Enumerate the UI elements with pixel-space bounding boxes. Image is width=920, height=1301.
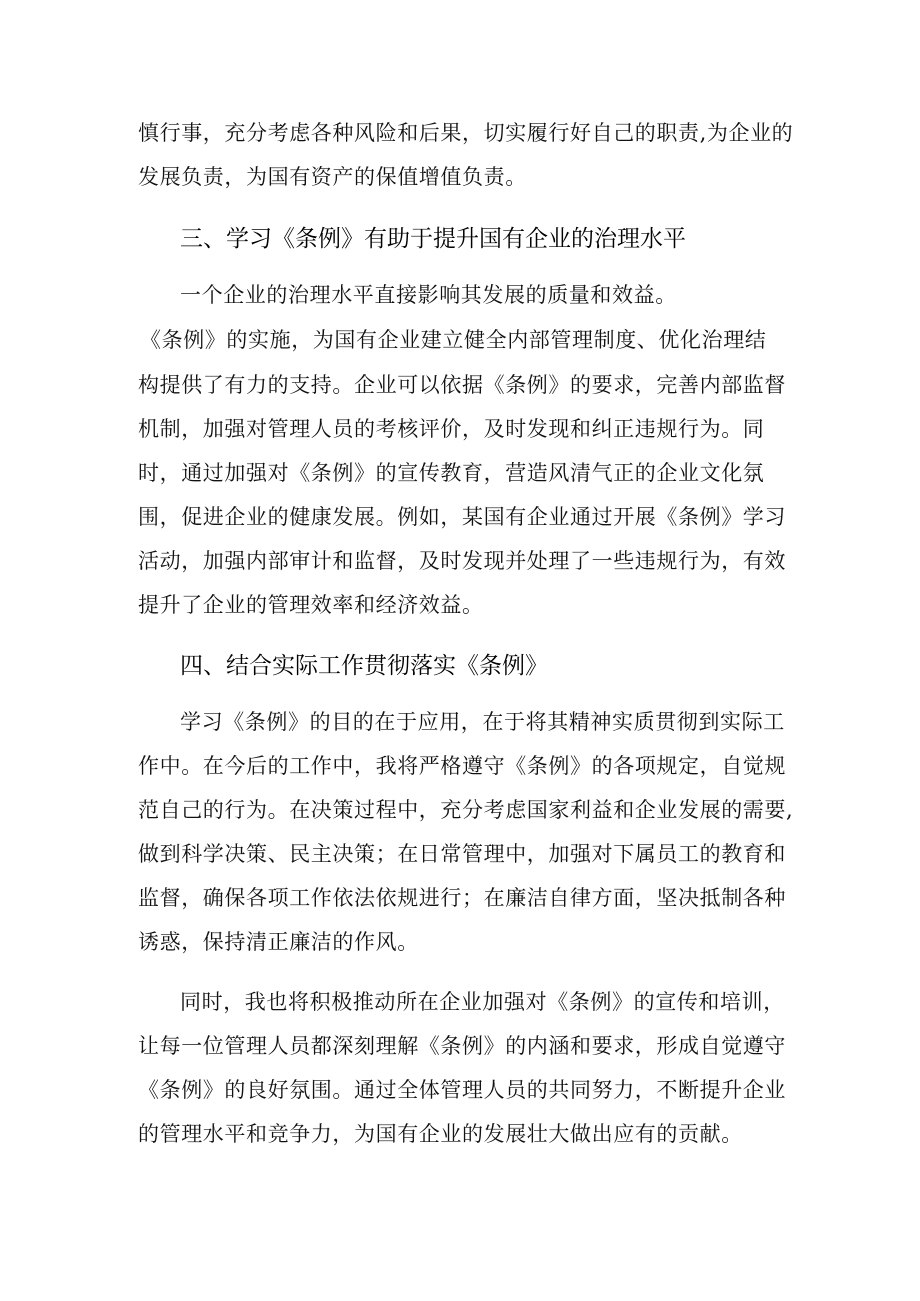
paragraph-line: 《条例》的良好氛围。通过全体管理人员的共同努力，不断提升企业 (138, 1078, 786, 1102)
paragraph-line: 围，促进企业的健康发展。例如，某国有企业通过开展《条例》学习 (138, 505, 786, 529)
paragraph-line: 作中。在今后的工作中，我将严格遵守《条例》的各项规定，自觉规 (138, 754, 786, 778)
paragraph-line: 一个企业的治理水平直接影响其发展的质量和效益。 (180, 283, 677, 307)
section-heading-3: 三、学习《条例》有助于提升国有企业的治理水平 (180, 226, 686, 252)
paragraph-line: 提升了企业的管理效率和经济效益。 (138, 593, 484, 617)
paragraph-line: 《条例》的实施，为国有企业建立健全内部管理制度、优化治理结 (140, 328, 767, 352)
paragraph-line: 活动，加强内部审计和监督，及时发现并处理了一些违规行为，有效 (138, 549, 786, 573)
section-heading-4: 四、结合实际工作贯彻落实《条例》 (180, 653, 548, 679)
paragraph-line: 构提供了有力的支持。企业可以依据《条例》的要求，完善内部监督 (138, 373, 786, 397)
paragraph-line: 机制，加强对管理人员的考核评价，及时发现和纠正违规行为。同 (138, 417, 765, 441)
paragraph-line: 做到科学决策、民主决策；在日常管理中，加强对下属员工的教育和 (138, 842, 786, 866)
paragraph-line: 范自己的行为。在决策过程中，充分考虑国家利益和企业发展的需要, (138, 798, 794, 822)
paragraph-line: 让每一位管理人员都深刻理解《条例》的内涵和要求，形成自觉遵守 (138, 1034, 786, 1058)
paragraph-line: 诱惑，保持清正廉洁的作风。 (138, 930, 419, 954)
paragraph-line: 监督，确保各项工作依法依规进行；在廉洁自律方面，坚决抵制各种 (138, 886, 786, 910)
paragraph-line: 的管理水平和竞争力，为国有企业的发展壮大做出应有的贡献。 (138, 1122, 743, 1146)
paragraph-line: 学习《条例》的目的在于应用，在于将其精神实质贯彻到实际工 (180, 710, 785, 734)
paragraph-line: 发展负责，为国有资产的保值增值负责。 (138, 165, 527, 189)
paragraph-line: 同时，我也将积极推动所在企业加强对《条例》的宣传和培训， (180, 990, 785, 1014)
paragraph-line: 慎行事，充分考虑各种风险和后果，切实履行好自己的职责,为企业的 (138, 121, 794, 145)
paragraph-line: 时，通过加强对《条例》的宣传教育，营造风清气正的企业文化氛 (138, 461, 765, 485)
